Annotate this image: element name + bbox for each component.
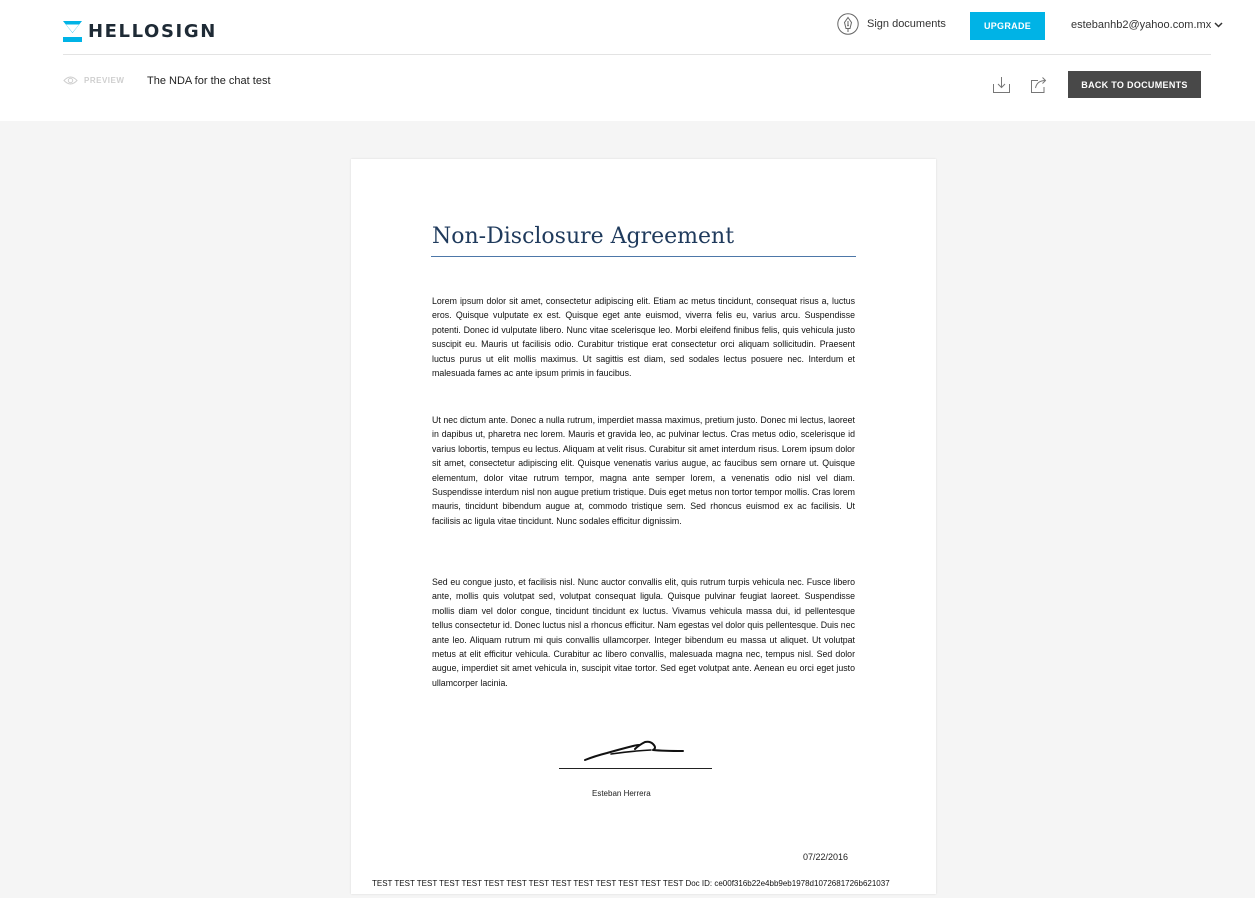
nda-title: Non-Disclosure Agreement [432,224,735,249]
logo-text: HELLOSIGN [88,21,217,42]
hellosign-logo[interactable] [63,21,217,42]
back-to-documents-button[interactable]: BACK TO DOCUMENTS [1068,71,1201,98]
sign-documents-label: Sign documents [867,18,946,30]
download-icon[interactable] [992,75,1011,94]
signer-name: Esteban Herrera [592,789,651,798]
signature-date: 07/22/2016 [803,852,849,862]
chevron-down-icon [1214,22,1223,28]
preview-indicator [63,75,124,86]
eye-icon [63,75,78,86]
hellosign-logo-icon [63,21,82,42]
paragraph-1: Lorem ipsum dolor sit amet, consectetur adipiscing elit. Etiam ac metus tincidunt, consequat risus a, luctus eros. Quisque vulputate ex est. Quisque eget ante euismod, viverra felis eu, varius arcu. Suspendisse potenti. Donec id vulputate libero. Nunc vitae scelerisque leo. Morbi eleifend finibus felis, quis vehicula justo suscipit eu. Mauris ut facilisis odio. Curabitur tristique erat consectetur orci aliquam sollicitudin. Praesent luctus purus ut elit mollis maximus. Ut sagittis est diam, sed sodales lectus posuere nec. Interdum et malesuada fames ac ante ipsum primis in faucibus. [432,296,855,379]
account-menu[interactable] [1071,19,1223,31]
signature-line [559,768,712,769]
signature-image [581,737,691,767]
pen-nib-icon [837,13,859,35]
document-footer: TEST TEST TEST TEST TEST TEST TEST TEST TEST TEST TEST TEST TEST TEST Doc ID: ce00f316b22e4bb9eb1978d1072681726b621037 [372,879,890,888]
account-email: estebanhb2@yahoo.com.mx [1071,19,1212,31]
share-icon[interactable] [1030,75,1049,94]
top-bar [0,0,1255,121]
title-underline [431,256,856,257]
document-title: The NDA for the chat test [147,75,271,87]
header-divider [63,54,1211,55]
preview-label: PREVIEW [84,76,125,85]
document-page [351,159,936,894]
upgrade-button[interactable]: UPGRADE [970,12,1045,40]
paragraph-2: Ut nec dictum ante. Donec a nulla rutrum, imperdiet massa maximus, pretium justo. Donec mi lectus, laoreet in dapibus ut, pharetra nec lorem. Mauris et gravida leo, ac pulvinar lectus. Cras metus odio, scelerisque id varius lobortis, tempus eu lectus. Aliquam at velit risus. Curabitur sit amet interdum risus. Lorem ipsum dolor sit amet, consectetur adipiscing elit. Quisque venenatis varius augue, ac faucibus sem ornare ut. Quisque elementum, dolor vitae rutrum tempor, magna ante semper lorem, a venenatis odio nisl vel diam. Suspendisse interdum nisl non augue pretium tristique. Duis eget metus non tortor tempor mollis. Cras lorem mauris, tincidunt bibendum augue at, commodo tristique sem. Sed rhoncus euismod ex ac facilisis. Ut facilisis ac ligula vitae tincidunt. Nunc sodales efficitur dignissim. [432,415,855,526]
paragraph-3: Sed eu congue justo, et facilisis nisl. Nunc auctor convallis elit, quis rutrum turpis vehicula nec. Fusce libero ante, mollis quis volutpat sed, volutpat consequat ligula. Quisque pulvinar feugiat laoreet. Suspendisse mollis diam vel dolor congue, tincidunt tincidunt ex luctus. Vivamus vehicula massa dui, id pellentesque tellus consectetur id. Donec luctus nisl a rhoncus efficitur. Nam egestas vel dolor quis pellentesque. Duis nec ante leo. Aliquam rutrum mi quis convallis ullamcorper. Integer bibendum eu massa ut aliquet. Ut volutpat metus at elit efficitur vehicula. Curabitur ac libero convallis, malesuada magna nec, tempus nisl. Sed dolor augue, imperdiet sit amet vehicula in, suscipit vitae tortor. Sed eget volutpat ante. Aenean eu orci eget justo ullamcorper lacinia. [432,577,855,688]
sign-documents-link[interactable] [837,13,946,35]
